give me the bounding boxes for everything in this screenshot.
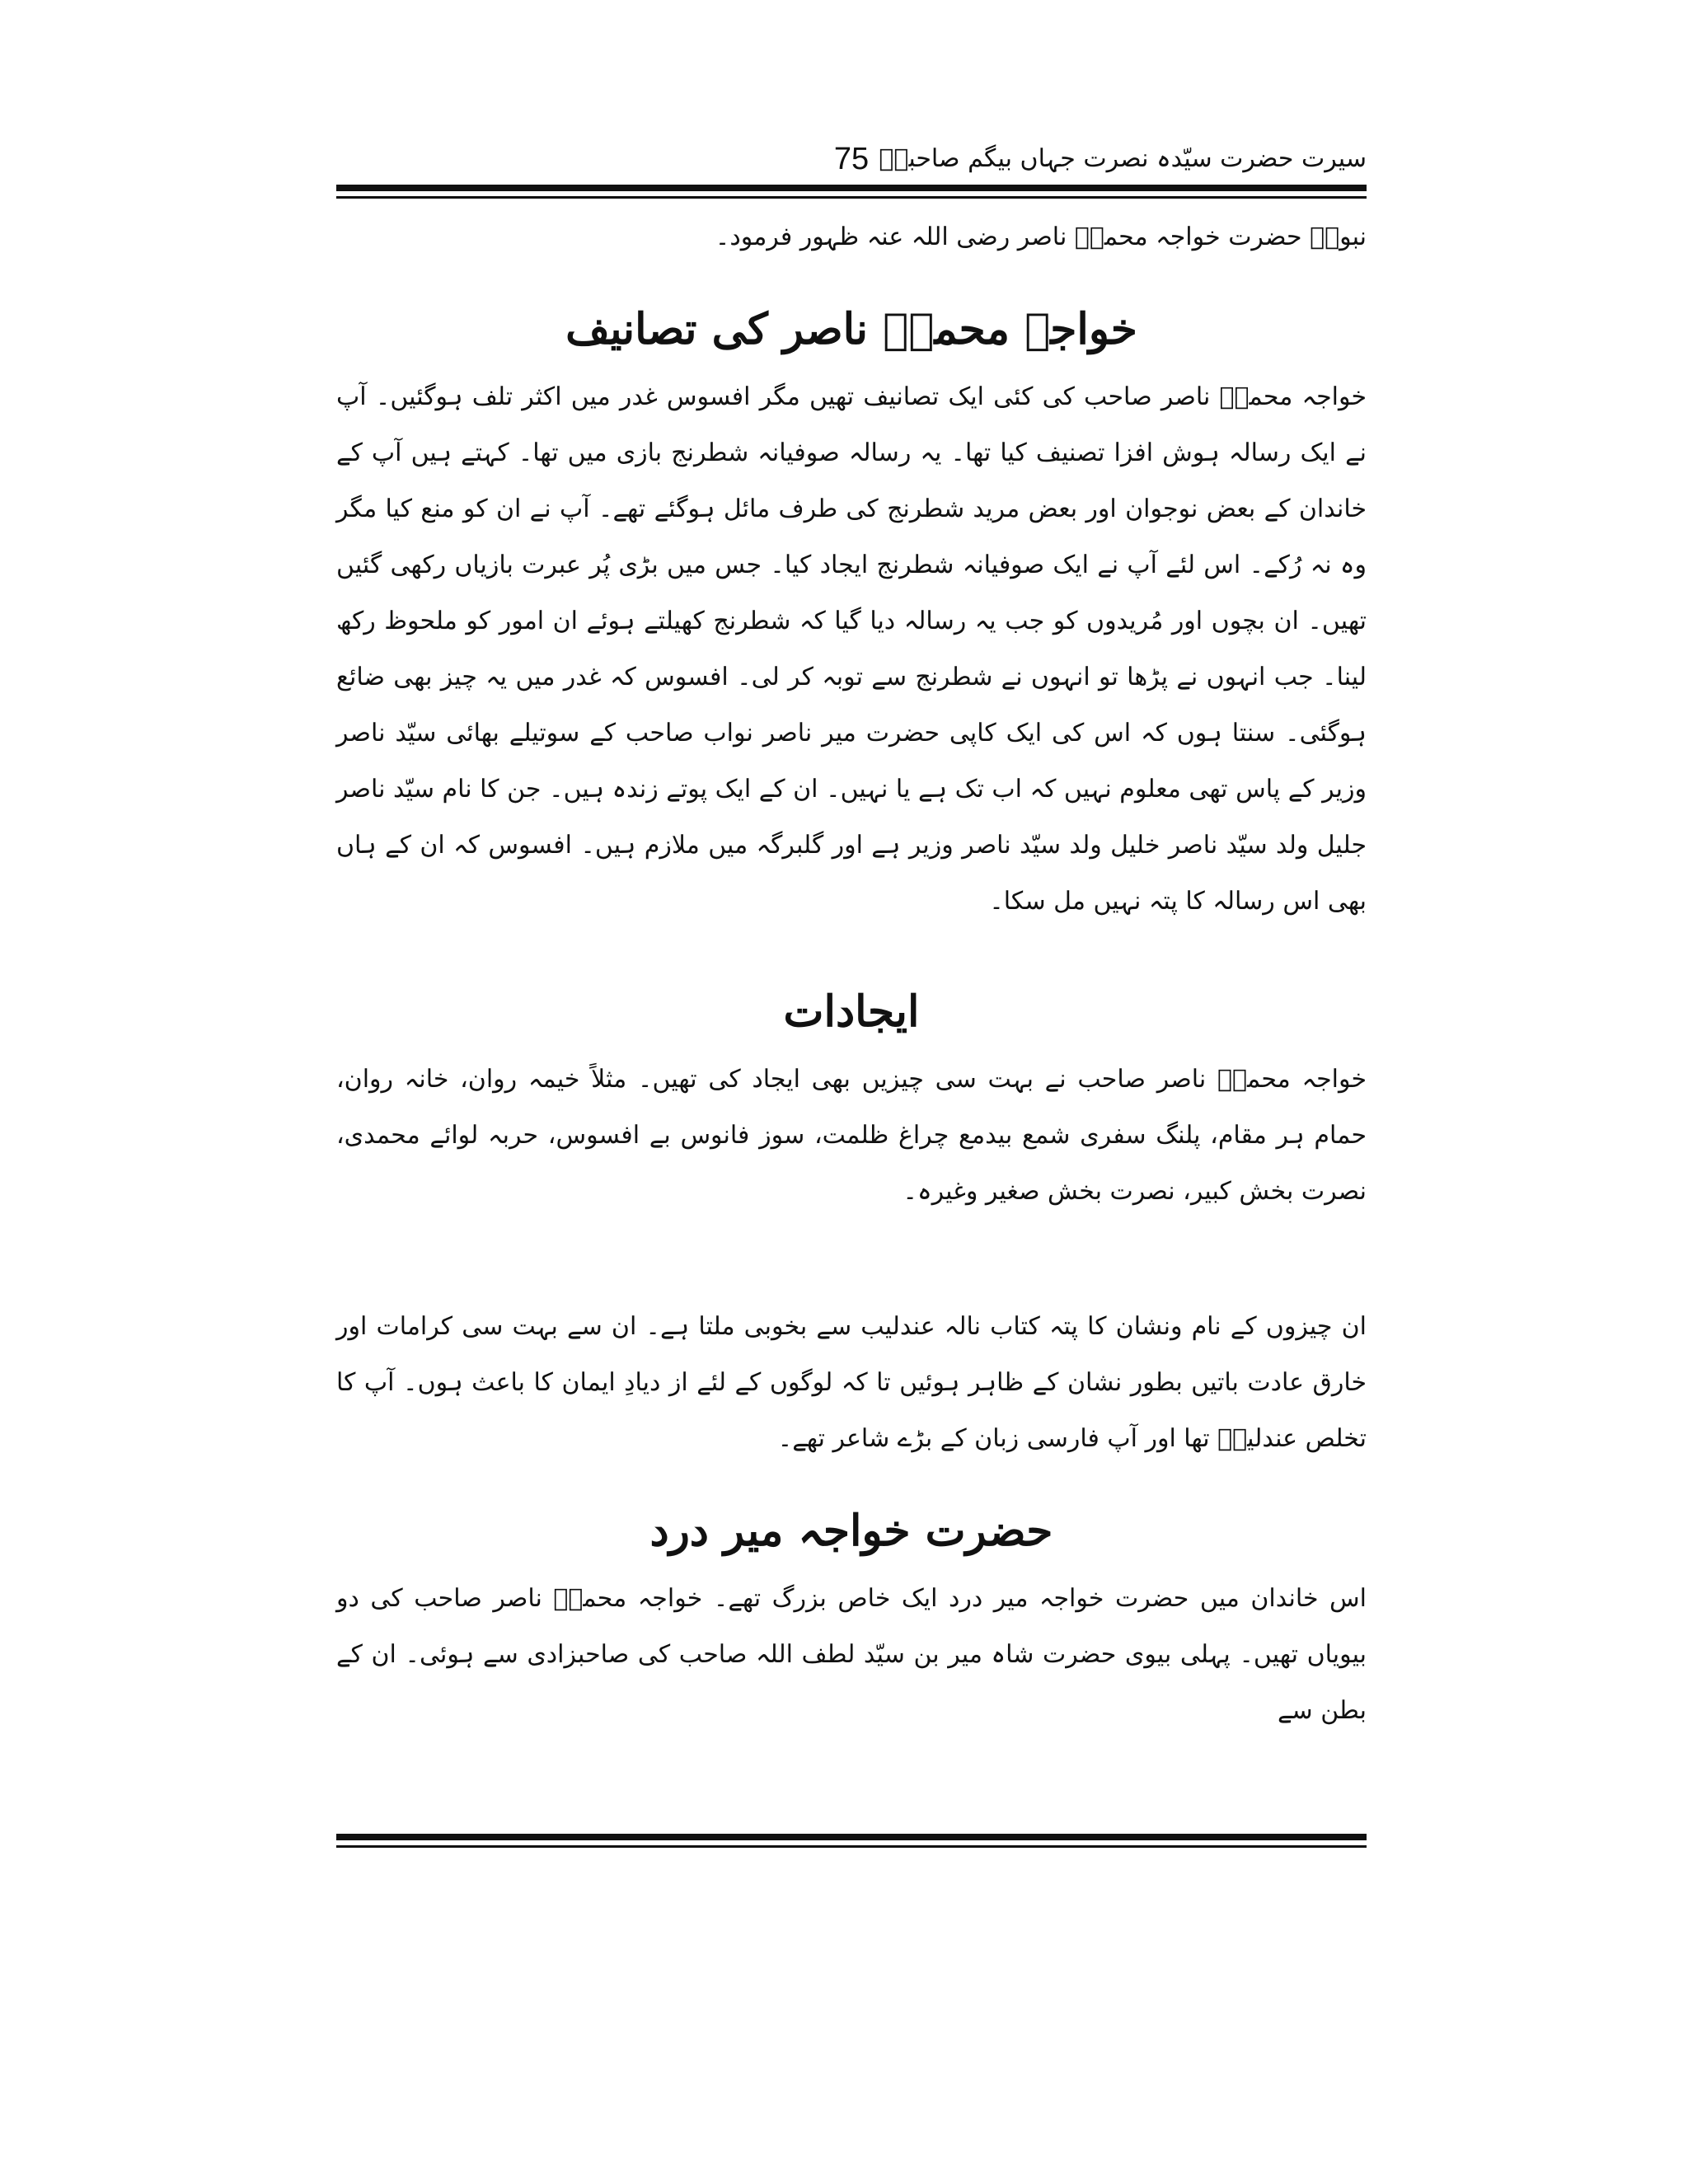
footer-rule-thick [336, 1834, 1367, 1840]
header-rule-thin [336, 196, 1367, 199]
running-title: سیرت حضرت سیّدہ نصرت جہاں بیگم صاحبہؓ [879, 144, 1367, 173]
paragraph-mir-dard: اس خاندان میں حضرت خواجہ میر درد ایک خاص بزرگ تھے۔ خواجہ محمدؒ ناصر صاحب کی دو بیویاں تھیں۔ پہلی بیوی حضرت شاہ میر بن سیّد لطف اللہ صاحب کی صاحبزادی سے ہوئی۔ ان کے بطن سے [336, 1584, 1367, 1725]
header-rule-thick [336, 185, 1367, 191]
paragraph-inventions-1: خواجہ محمدؒ ناصر صاحب نے بہت سی چیزیں بھی ایجاد کی تھیں۔ مثلاً خیمہ روان، خانہ روان، حمام ہر مقام، پلنگ سفری شمع بیدمع چراغ ظلمت، سوز فانوس بے افسوس، حربہ لوائے محمدی، نصرت بخش کبیر، نصرت بخش صغیر وغیرہ۔ [336, 1065, 1367, 1206]
paragraph-inventions-2: ان چیزوں کے نام ونشان کا پتہ کتاب نالہ عندلیب سے بخوبی ملتا ہے۔ ان سے بہت سی کرامات اور خارق عادت باتیں بطور نشان کے ظاہر ہوئیں تا کہ لوگوں کے لئے از دیادِ ایمان کا باعث ہوں۔ آپ کا تخلص عندلیبؔ تھا اور آپ فارسی زبان کے بڑے شاعر تھے۔ [336, 1312, 1367, 1453]
intro-line: نبویؐ حضرت خواجہ محمدؒ ناصر رضی اللہ عنہ ظہور فرمود۔ [715, 223, 1367, 251]
footer-rule-thin [336, 1845, 1367, 1848]
section-heading-inventions: ایجادات [783, 987, 920, 1037]
paragraph-writings: خواجہ محمدؒ ناصر صاحب کی کئی ایک تصانیف تھیں مگر افسوس غدر میں اکثر تلف ہوگئیں۔ آپ نے ایک رسالہ ہوش افزا تصنیف کیا تھا۔ یہ رسالہ صوفیانہ شطرنج بازی میں تھا۔ کہتے ہیں آپ کے خاندان کے بعض نوجوان اور بعض مرید شطرنج کی طرف مائل ہوگئے تھے۔ آپ نے ان کو منع کیا مگر وہ نہ رُکے۔ اس لئے آپ نے ایک صوفیانہ شطرنج ایجاد کیا۔ جس میں بڑی پُر عبرت بازیاں رکھی گئیں تھیں۔ ان بچوں اور مُریدوں کو جب یہ رسالہ دیا گیا کہ شطرنج کھیلتے ہوئے ان امور کو ملحوظ رکھ لینا۔ جب انہوں نے پڑھا تو انہوں نے شطرنج سے توبہ کر لی۔ افسوس کہ غدر میں یہ چیز بھی ضائع ہوگئی۔ سنتا ہوں کہ اس کی ایک کاپی حضرت میر ناصر نواب صاحب کے سوتیلے بھائی سیّد ناصر وزیر کے پاس تھی معلوم نہیں کہ اب تک ہے یا نہیں۔ ان کے ایک پوتے زندہ ہیں۔ جن کا نام سیّد ناصر جلیل ولد سیّد ناصر خلیل ولد سیّد ناصر وزیر ہے اور گلبرگہ میں ملازم ہیں۔ افسوس کہ ان کے ہاں بھی اس رسالہ کا پتہ نہیں مل سکا۔ [336, 382, 1367, 916]
page-header [336, 138, 1367, 180]
page-number: 75 [833, 142, 870, 176]
section-heading-writings: خواجہ محمدؒ ناصر کی تصانیف [565, 304, 1137, 354]
section-heading-mir-dard: حضرت خواجہ میر درد [649, 1506, 1053, 1556]
